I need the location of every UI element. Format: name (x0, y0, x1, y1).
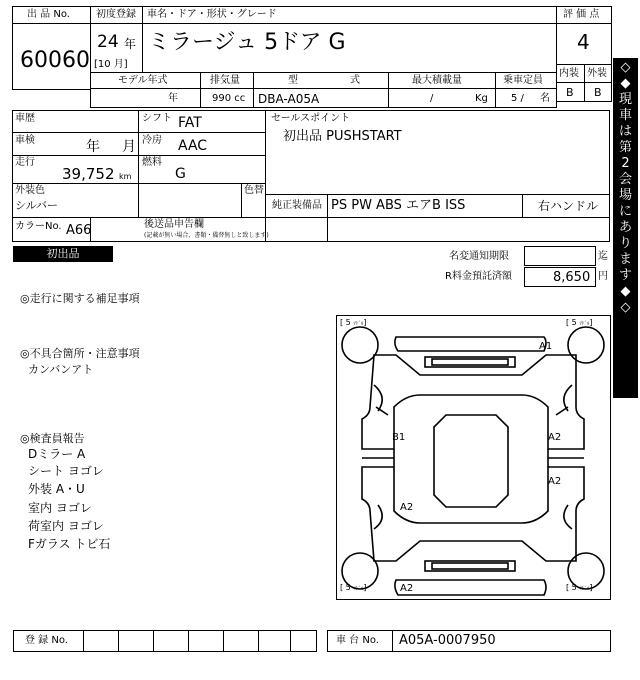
reg-no-label: 登 録 No. (25, 635, 68, 646)
model-year-label: モデル年式 (118, 75, 168, 86)
inspection-year: 年 (86, 139, 100, 155)
grade-label: 評 価 点 (563, 9, 600, 20)
ext-color-label: 外装色 (15, 185, 45, 196)
corner-label-tr: [ 5 ﾏﾄﾞﾙ] (566, 318, 593, 327)
capacity: 5 / (511, 93, 524, 104)
inspection-label: 車検 (15, 135, 35, 146)
damage-mark: B1 (392, 432, 406, 443)
inspector-item: Dミラー A (28, 447, 86, 461)
mileage-value: 39,752 (62, 165, 115, 183)
reg-month: [10 月] (94, 59, 128, 70)
ac-value: AAC (178, 138, 208, 154)
color-change-label: 色替 (244, 185, 264, 196)
car-diagram (336, 315, 611, 600)
year-suffix: 年 (124, 37, 137, 51)
inspection-month: 月 (122, 139, 136, 155)
name-deadline-label: 名変通知期限 (449, 251, 509, 262)
inspector-item: シート ヨゴレ (28, 464, 104, 478)
ship-form-note: (記載が無い場合、書類・備替無しと致します) (144, 232, 269, 239)
capacity-label: 乗車定員 (503, 75, 543, 86)
ext-color: シルバー (15, 199, 58, 212)
exterior-label: 外装 (587, 68, 607, 79)
fuel-label: 燃料 (142, 157, 162, 168)
fuel-value: G (175, 166, 186, 182)
recycle-unit: 円 (598, 271, 608, 282)
location-banner: ◇ ◆ 現 車 は 第 2 会 場 に あ り ま す ◆ ◇ (613, 58, 638, 398)
color-no: A66 (66, 223, 92, 238)
history-label: 車歴 (15, 113, 35, 124)
inspector-item: 室内 ヨゴレ (28, 501, 92, 515)
max-load-label: 最大積載量 (412, 75, 462, 86)
corner-label-br: [ 5 ﾏﾄﾞﾙ] (566, 583, 593, 592)
defects-title: ◎不具合箇所・注意事項 (20, 347, 140, 360)
model-code: DBA-A05A (258, 92, 320, 106)
era-year: 24 (97, 32, 119, 52)
displacement: 990 cc (212, 93, 246, 104)
mileage-label: 走行 (15, 157, 35, 168)
lot-number: 60060 (20, 48, 90, 73)
recycle-label: R料金預託済額 (445, 271, 512, 282)
damage-mark: A1 (539, 341, 553, 352)
inspector-title: ◎検査員報告 (20, 432, 85, 445)
first-listing-badge: 初出品 (13, 246, 113, 262)
exterior-grade: B (594, 86, 602, 99)
sales-point-label: セールスポイント (271, 113, 351, 124)
driving-remarks-title: ◎走行に関する補足事項 (20, 292, 140, 305)
recycle-amount: 8,650 (553, 270, 591, 285)
mileage-unit: km (119, 172, 132, 181)
color-no-label: カラーNo. (15, 221, 62, 232)
damage-mark: A2 (548, 432, 562, 443)
interior-label: 内装 (559, 68, 579, 79)
equipment-value: PS PW ABS エアB ISS (331, 198, 466, 213)
car-name: ミラージュ 5ドア G (148, 30, 346, 55)
model-label-2: 式 (350, 75, 360, 86)
shift-label: シフト (142, 113, 172, 124)
inspector-item: Fガラス トビ石 (28, 537, 111, 551)
name-deadline-unit: 迄 (598, 251, 608, 262)
ship-form-label: 後送品申告欄 (144, 219, 204, 230)
inspector-item: 外装 A・U (28, 482, 85, 496)
model-label: 型 (288, 75, 298, 86)
lot-no-label: 出 品 No. (27, 9, 70, 20)
equipment-label: 純正装備品 (272, 200, 322, 211)
overall-grade: 4 (577, 30, 590, 54)
chassis-number: A05A-0007950 (399, 633, 496, 648)
damage-mark: A2 (548, 476, 562, 487)
defect-item: カンバンアト (28, 363, 94, 376)
chassis-label: 車 台 No. (336, 635, 379, 646)
inspector-item: 荷室内 ヨゴレ (28, 519, 104, 533)
name-deadline-box (524, 246, 596, 266)
ac-label: 冷房 (142, 135, 162, 146)
model-year-unit: 年 (168, 93, 178, 104)
sales-point: 初出品 PUSHSTART (283, 129, 402, 144)
max-load-unit: Kg (475, 93, 488, 104)
damage-mark: A2 (400, 583, 414, 594)
car-name-label: 車名・ドア・形状・グレード (147, 9, 277, 20)
first-reg-label: 初度登録 (96, 9, 136, 20)
corner-label-bl: [ 5 ﾏﾄﾞﾙ] (340, 583, 367, 592)
capacity-unit: 名 (540, 93, 550, 104)
steering: 右ハンドル (538, 199, 599, 213)
shift-value: FAT (178, 115, 202, 131)
displacement-label: 排気量 (210, 75, 240, 86)
corner-label-tl: [ 5 ﾏﾄﾞﾙ] (340, 318, 367, 327)
max-load: / (430, 93, 434, 104)
interior-grade: B (566, 86, 574, 99)
damage-mark: A2 (400, 502, 414, 513)
